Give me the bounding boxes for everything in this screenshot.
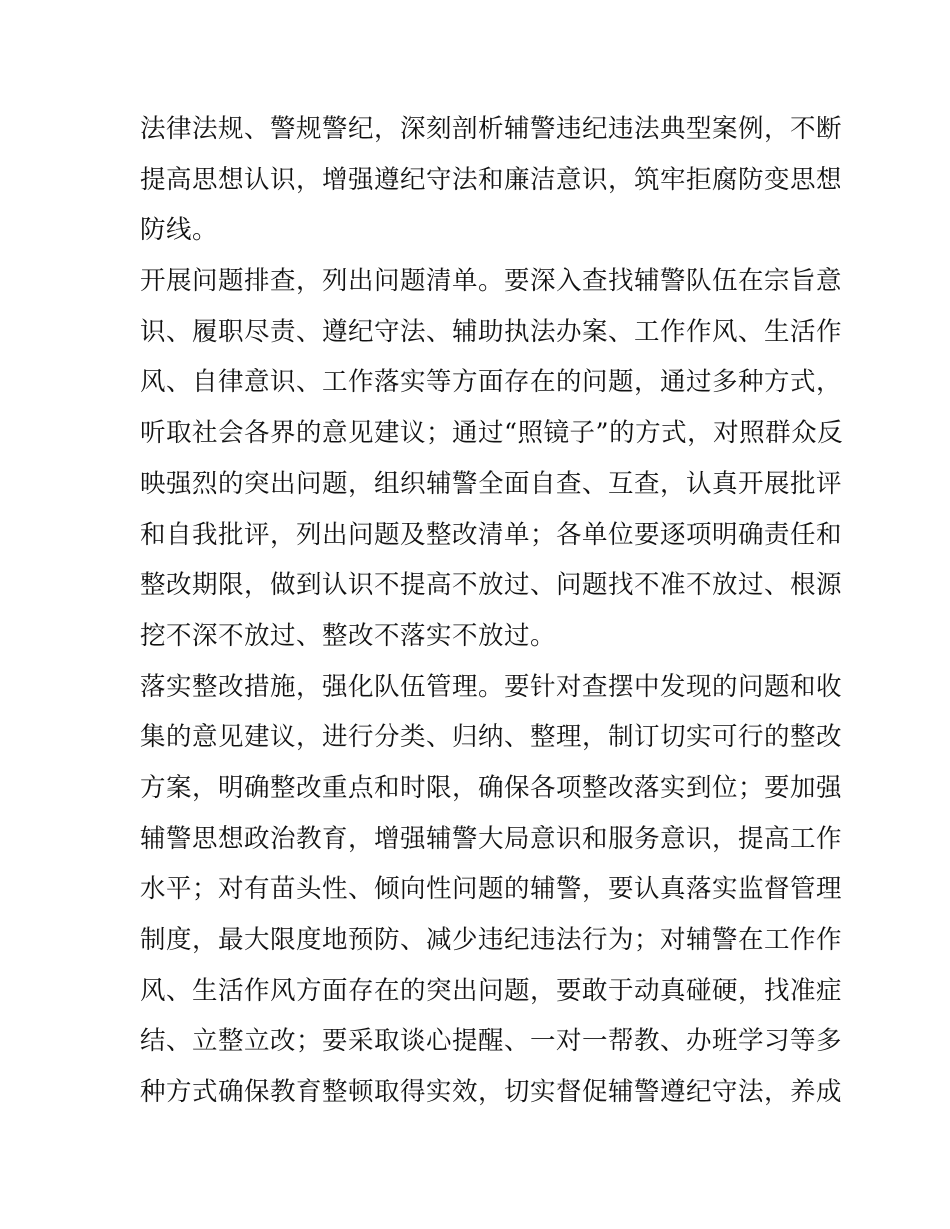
text-line: 防线。	[140, 215, 219, 246]
text-line: 水平；对有苗头性、倾向性问题的辅警，要认真落实监督管理	[140, 874, 843, 905]
text-line: 开展问题排查，列出问题清单。要深入查找辅警队伍在宗旨意	[140, 266, 843, 297]
text-line: 辅警思想政治教育，增强辅警大局意识和服务意识，提高工作	[140, 823, 843, 854]
text-line: 识、履职尽责、遵纪守法、辅助执法办案、工作作风、生活作	[140, 316, 843, 347]
text-line: 落实整改措施，强化队伍管理。要针对查摆中发现的问题和收	[140, 671, 843, 702]
text-line: 法律法规、警规警纪，深刻剖析辅警违纪违法典型案例，不断	[140, 114, 843, 144]
text-line: 挖不深不放过、整改不落实不放过。	[140, 620, 557, 651]
text-line: 和自我批评，列出问题及整改清单；各单位要逐项明确责任和	[140, 519, 843, 550]
text-line: 映强烈的突出问题，组织辅警全面自查、互查，认真开展批评	[140, 468, 843, 499]
text-line: 提高思想认识，增强遵纪守法和廉洁意识，筑牢拒腐防变思想	[140, 164, 843, 195]
text-line: 方案，明确整改重点和时限，确保各项整改落实到位；要加强	[140, 772, 843, 803]
text-line: 集的意见建议，进行分类、归纳、整理，制订切实可行的整改	[140, 722, 843, 753]
text-line: 听取社会各界的意见建议；通过“照镜子”的方式，对照群众反	[140, 418, 844, 449]
text-line: 种方式确保教育整顿取得实效，切实督促辅警遵纪守法，养成	[140, 1077, 843, 1108]
text-line: 风、生活作风方面存在的突出问题，要敢于动真碰硬，找准症	[140, 975, 843, 1006]
text-line: 制度，最大限度地预防、减少违纪违法行为；对辅警在工作作	[140, 925, 843, 955]
text-line: 整改期限，做到认识不提高不放过、问题找不准不放过、根源	[140, 570, 843, 601]
text-line: 风、自律意识、工作落实等方面存在的问题，通过多种方式，	[140, 367, 843, 398]
body-text	[140, 104, 844, 1118]
text-line: 结、立整立改；要采取谈心提醒、一对一帮教、办班学习等多	[140, 1026, 843, 1057]
